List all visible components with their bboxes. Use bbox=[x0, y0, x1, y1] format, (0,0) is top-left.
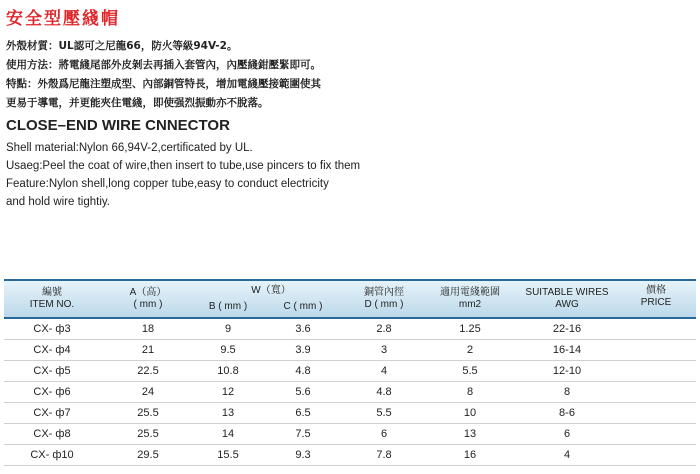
cell-price bbox=[616, 340, 696, 361]
cell-awg: 12-10 bbox=[518, 361, 616, 382]
cell-d: 5.5 bbox=[346, 403, 422, 424]
cell-b: 10.8 bbox=[196, 361, 260, 382]
spec-table-container bbox=[4, 279, 696, 466]
cell-d: 6 bbox=[346, 424, 422, 445]
header-price: 價格 PRICE bbox=[616, 280, 696, 318]
cell-item: CX- ф10 bbox=[4, 445, 100, 466]
cell-mm2: 5.5 bbox=[422, 361, 518, 382]
cell-price bbox=[616, 403, 696, 424]
table-row bbox=[4, 403, 696, 424]
cell-a: 25.5 bbox=[100, 403, 196, 424]
table-header-row bbox=[4, 280, 696, 318]
cell-c: 5.6 bbox=[260, 382, 346, 403]
cell-awg: 6 bbox=[518, 424, 616, 445]
cell-d: 3 bbox=[346, 340, 422, 361]
cell-awg: 8 bbox=[518, 382, 616, 403]
cell-a: 21 bbox=[100, 340, 196, 361]
cell-awg: 8-6 bbox=[518, 403, 616, 424]
header-d: 銅管內徑 D ( mm ) bbox=[346, 280, 422, 318]
cell-mm2: 1.25 bbox=[422, 318, 518, 340]
table-row bbox=[4, 340, 696, 361]
cell-item: CX- ф3 bbox=[4, 318, 100, 340]
spec-table bbox=[4, 279, 696, 466]
cell-b: 14 bbox=[196, 424, 260, 445]
cell-c: 9.3 bbox=[260, 445, 346, 466]
cell-d: 2.8 bbox=[346, 318, 422, 340]
header-awg: SUITABLE WIRES AWG bbox=[518, 280, 616, 318]
cn-feature-cont: 更易于導電，并更能夾住電綫，即使强烈振動亦不脫落。 bbox=[6, 97, 269, 109]
en-feature: Feature:Nylon shell,long copper tube,easy to conduct electricity bbox=[6, 178, 329, 190]
table-row bbox=[4, 424, 696, 445]
cell-c: 7.5 bbox=[260, 424, 346, 445]
cell-mm2: 16 bbox=[422, 445, 518, 466]
cell-d: 4 bbox=[346, 361, 422, 382]
table-row bbox=[4, 361, 696, 382]
cell-b: 13 bbox=[196, 403, 260, 424]
cell-awg: 16-14 bbox=[518, 340, 616, 361]
cell-b: 9 bbox=[196, 318, 260, 340]
cn-shell-material: 外殼材質：UL認可之尼龍66，防火等級94V-2。 bbox=[6, 40, 238, 52]
header-item: 編號 ITEM NO. bbox=[4, 280, 100, 318]
table-row bbox=[4, 445, 696, 466]
cell-mm2: 2 bbox=[422, 340, 518, 361]
cell-price bbox=[616, 318, 696, 340]
cell-c: 4.8 bbox=[260, 361, 346, 382]
cell-b: 15.5 bbox=[196, 445, 260, 466]
cell-price bbox=[616, 445, 696, 466]
cell-awg: 4 bbox=[518, 445, 616, 466]
cell-item: CX- ф7 bbox=[4, 403, 100, 424]
cell-a: 29.5 bbox=[100, 445, 196, 466]
cell-b: 9.5 bbox=[196, 340, 260, 361]
cell-d: 4.8 bbox=[346, 382, 422, 403]
header-wire-range: 適用電綫範圍 mm2 bbox=[422, 280, 518, 318]
cell-item: CX- ф5 bbox=[4, 361, 100, 382]
en-feature-cont: and hold wire tightiy. bbox=[6, 196, 110, 208]
table-row bbox=[4, 318, 696, 340]
english-title: CLOSE–END WIRE CNNECTOR bbox=[6, 117, 230, 134]
header-w: W（寬） B ( mm ) C ( mm ) bbox=[196, 280, 346, 318]
cell-item: CX- ф6 bbox=[4, 382, 100, 403]
cell-a: 22.5 bbox=[100, 361, 196, 382]
cell-c: 6.5 bbox=[260, 403, 346, 424]
cell-mm2: 13 bbox=[422, 424, 518, 445]
cell-awg: 22-16 bbox=[518, 318, 616, 340]
cell-mm2: 8 bbox=[422, 382, 518, 403]
table-row bbox=[4, 382, 696, 403]
cell-a: 25.5 bbox=[100, 424, 196, 445]
page-title: 安全型壓綫帽 bbox=[6, 9, 120, 29]
cell-c: 3.6 bbox=[260, 318, 346, 340]
cell-a: 18 bbox=[100, 318, 196, 340]
en-usage: Usaeg:Peel the coat of wire,then insert to tube,use pincers to fix them bbox=[6, 160, 361, 172]
cn-feature: 特點：外殼爲尼龍注塑成型、內部銅管特長，增加電綫壓接範圍使其 bbox=[6, 78, 321, 90]
cell-c: 3.9 bbox=[260, 340, 346, 361]
cell-item: CX- ф8 bbox=[4, 424, 100, 445]
cell-item: CX- ф4 bbox=[4, 340, 100, 361]
cell-price bbox=[616, 424, 696, 445]
en-shell-material: Shell material:Nylon 66,94V-2,certificated by UL. bbox=[6, 142, 253, 154]
cell-price bbox=[616, 382, 696, 403]
cn-usage: 使用方法：將電綫尾部外皮剝去再插入套管內，內壓綫鉗壓緊即可。 bbox=[6, 59, 321, 71]
cell-price bbox=[616, 361, 696, 382]
cell-mm2: 10 bbox=[422, 403, 518, 424]
cell-b: 12 bbox=[196, 382, 260, 403]
cell-d: 7.8 bbox=[346, 445, 422, 466]
header-a: A（高） ( mm ) bbox=[100, 280, 196, 318]
cell-a: 24 bbox=[100, 382, 196, 403]
